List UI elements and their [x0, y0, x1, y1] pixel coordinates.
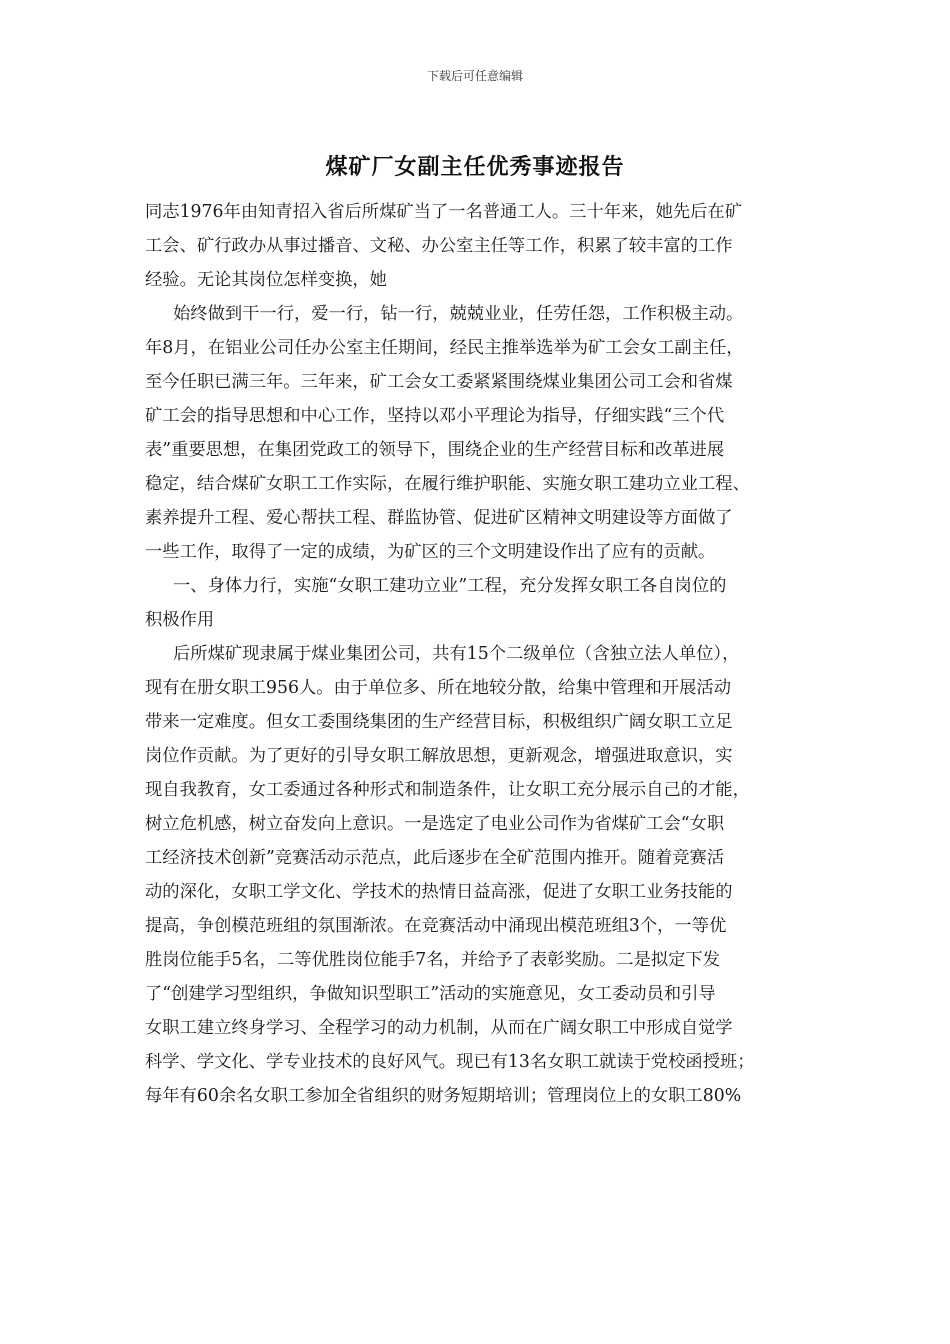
text-line: 矿工会的指导思想和中心工作，坚持以邓小平理论为指导，仔细实践“三个代 — [145, 406, 725, 426]
section-heading-line: 积极作用 — [145, 610, 215, 630]
text-line: 工经济技术创新”竞赛活动示范点，此后逐步在全矿范围内推开。随着竞赛活 — [145, 848, 725, 868]
text-line: 同志1976年由知青招入省后所煤矿当了一名普通工人。三十年来，她先后在矿 — [145, 202, 742, 222]
text-line: 动的深化，女职工学文化、学技术的热情日益高涨，促进了女职工业务技能的 — [145, 882, 733, 902]
text-line: 树立危机感，树立奋发向上意识。一是选定了电业公司作为省煤矿工会“女职 — [145, 814, 725, 834]
document-title: 煤矿厂女副主任优秀事迹报告 — [325, 154, 625, 180]
text-line: 提高，争创模范班组的氛围渐浓。在竞赛活动中涌现出模范班组3个，一等优 — [145, 916, 727, 936]
text-line: 后所煤矿现隶属于煤业集团公司，共有15个二级单位（含独立法人单位）， — [173, 644, 740, 664]
text-line: 带来一定难度。但女工委围绕集团的生产经营目标，积极组织广阔女职工立足 — [145, 712, 733, 732]
text-line: 岗位作贡献。为了更好的引导女职工解放思想，更新观念，增强进取意识，实 — [145, 746, 733, 766]
text-line: 胜岗位能手5名，二等优胜岗位能手7名，并给予了表彰奖励。二是拟定下发 — [145, 950, 720, 970]
text-line: 工会、矿行政办从事过播音、文秘、办公室主任等工作，积累了较丰富的工作 — [145, 236, 733, 256]
text-line: 年8月，在铝业公司任办公室主任期间，经民主推举选举为矿工会女工副主任， — [145, 338, 744, 358]
header-note: 下载后可任意编辑 — [426, 69, 523, 83]
text-line: 了“创建学习型组织，争做知识型职工”活动的实施意见，女工委动员和引导 — [145, 984, 716, 1004]
text-line: 素养提升工程、爱心帮扶工程、群监协管、促进矿区精神文明建设等方面做了 — [145, 508, 733, 528]
text-line: 表”重要思想，在集团党政工的领导下，围绕企业的生产经营目标和改革进展 — [145, 440, 725, 460]
text-line: 经验。无论其岗位怎样变换，她 — [145, 270, 387, 290]
text-line: 至今任职已满三年。三年来，矿工会女工委紧紧围绕煤业集团公司工会和省煤 — [145, 372, 733, 392]
text-line: 女职工建立终身学习、全程学习的动力机制，从而在广阔女职工中形成自觉学 — [145, 1018, 733, 1038]
document-body — [145, 195, 825, 1113]
text-line: 现自我教育，女工委通过各种形式和制造条件，让女职工充分展示自己的才能， — [145, 780, 750, 800]
text-line: 稳定，结合煤矿女职工工作实际，在履行维护职能、实施女职工建功立业工程、 — [145, 474, 750, 494]
text-line: 现有在册女职工956人。由于单位多、所在地较分散，给集中管理和开展活动 — [145, 678, 731, 698]
section-heading-line: 一、身体力行，实施“女职工建功立业”工程，充分发挥女职工各自岗位的 — [173, 576, 727, 596]
text-line: 每年有60余名女职工参加全省组织的财务短期培训；管理岗位上的女职工80% — [145, 1086, 742, 1106]
text-line: 始终做到干一行，爱一行，钻一行，兢兢业业，任劳任怨，工作积极主动。 — [173, 304, 744, 324]
text-line: 一些工作，取得了一定的成绩，为矿区的三个文明建设作出了应有的贡献。 — [145, 542, 716, 562]
text-line: 科学、学文化、学专业技术的良好风气。现已有13名女职工就读于党校函授班； — [145, 1052, 755, 1072]
